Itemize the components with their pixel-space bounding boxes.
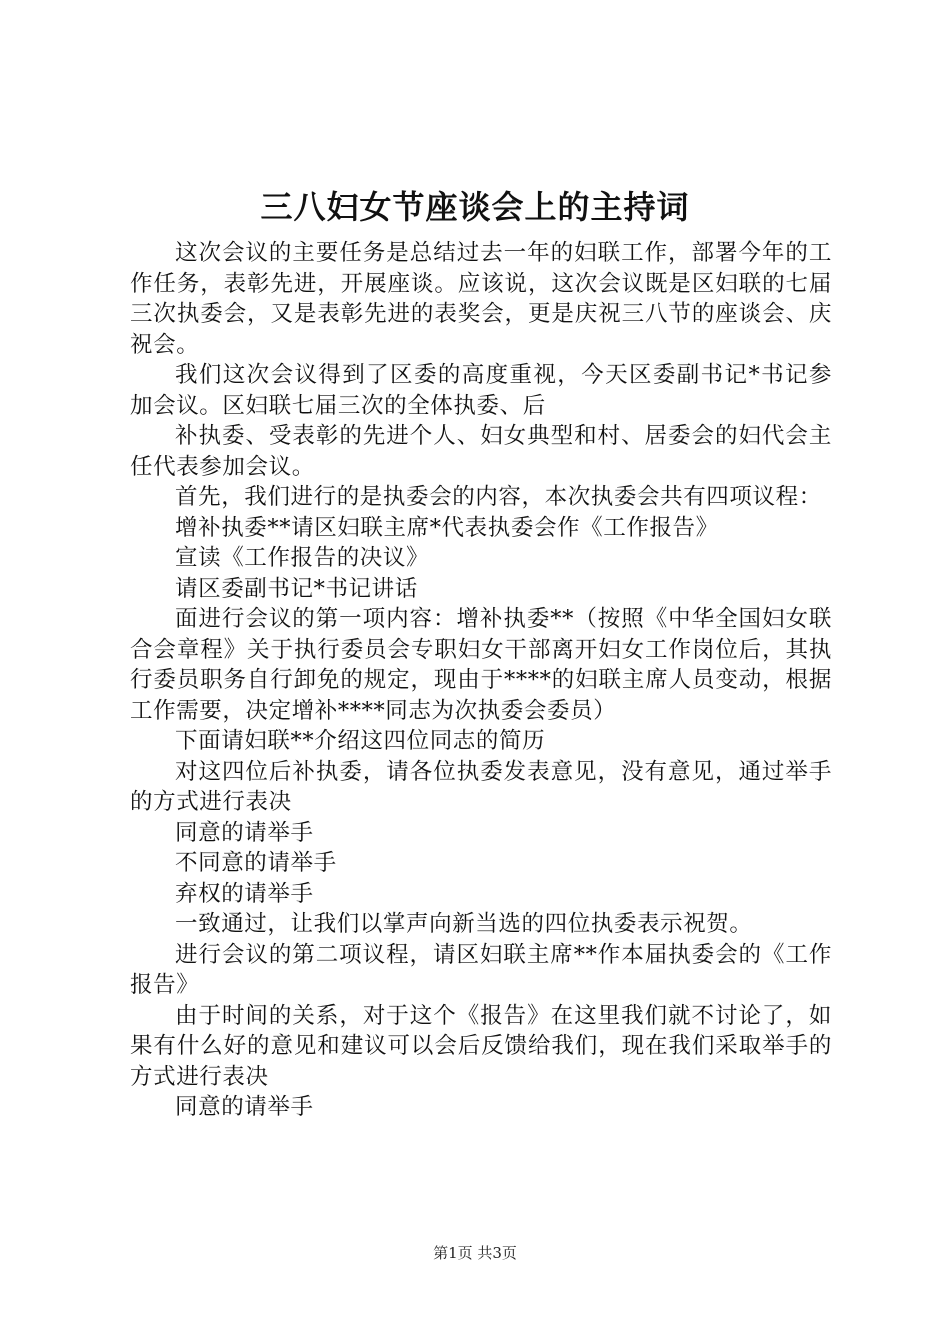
page-number-footer: 第1页 共3页 <box>433 1244 517 1262</box>
paragraph-17: 同意的请举手 <box>175 1094 314 1120</box>
paragraph-11: 同意的请举手 <box>175 819 314 846</box>
paragraph-2: 我们这次会议得到了区委的高度重视，今天区委副书记*书记参加会议。区妇联七届三次的全体执委、后 <box>130 362 832 419</box>
paragraph-8: 面进行会议的第一项内容：增补执委**（按照《中华全国妇女联合会章程》关于执行委员会专职妇女干部离开妇女工作岗位后，其执行委员职务自行卸免的规定，现由于****的妇联主席人员变动，根据工作需要，决定增补****同志为次执委会委员） <box>130 606 832 724</box>
paragraph-4: 首先，我们进行的是执委会的内容，本次执委会共有四项议程： <box>175 484 822 510</box>
paragraph-9: 下面请妇联**介绍这四位同志的简历 <box>175 728 546 754</box>
paragraph-7: 请区委副书记*书记讲话 <box>175 575 418 602</box>
paragraph-5: 增补执委**请区妇联主席*代表执委会作《工作报告》 <box>175 514 719 541</box>
document-title: 三八妇女节座谈会上的主持词 <box>260 188 690 226</box>
paragraph-1: 这次会议的主要任务是总结过去一年的妇联工作，部署今年的工作任务，表彰先进，开展座谈。应该说，这次会议既是区妇联的七届三次执委会，又是表彰先进的表奖会，更是庆祝三八节的座谈会、庆祝会。 <box>130 240 832 358</box>
paragraph-12: 不同意的请举手 <box>175 850 337 876</box>
document-body <box>130 238 832 1123</box>
paragraph-6: 宣读《工作报告的决议》 <box>175 545 430 571</box>
paragraph-10: 对这四位后补执委，请各位执委发表意见，没有意见，通过举手的方式进行表决 <box>130 758 832 815</box>
paragraph-3: 补执委、受表彰的先进个人、妇女典型和村、居委会的妇代会主任代表参加会议。 <box>130 423 832 480</box>
paragraph-16: 由于时间的关系，对于这个《报告》在这里我们就不讨论了，如果有什么好的意见和建议可以会后反馈给我们，现在我们采取举手的方式进行表决 <box>130 1002 832 1090</box>
paragraph-14: 一致通过，让我们以掌声向新当选的四位执委表示祝贺。 <box>175 911 753 937</box>
paragraph-13: 弃权的请举手 <box>175 880 314 907</box>
paragraph-15: 进行会议的第二项议程，请区妇联主席**作本届执委会的《工作报告》 <box>130 941 832 998</box>
